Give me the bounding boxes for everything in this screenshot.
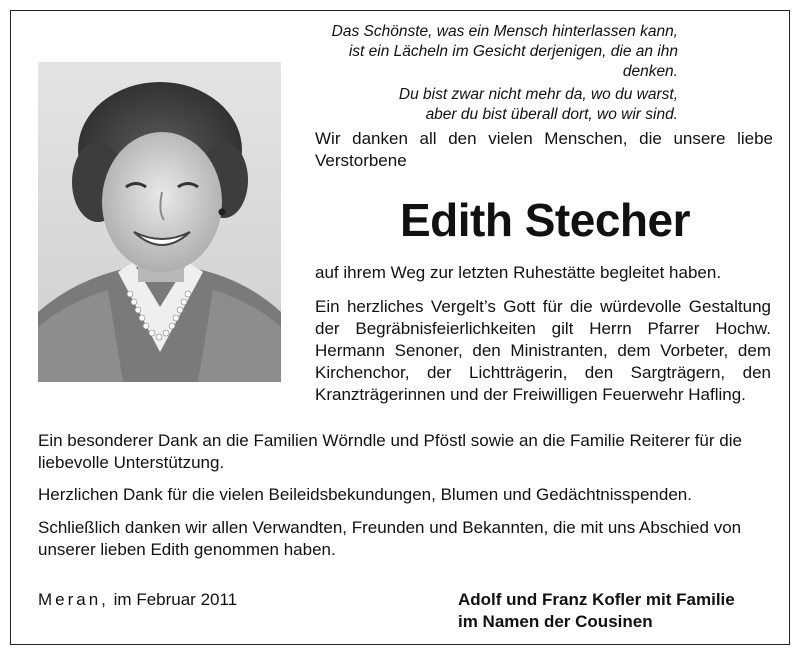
intro-text: Wir danken all den vielen Menschen, die unsere liebe Verstorbene: [315, 129, 773, 170]
deceased-name: Edith Stecher: [399, 194, 690, 246]
thanks-families-paragraph: Ein besonderer Dank an die Familien Wörndle und Pföstl sowie an die Familie Reiterer für die liebevolle Unterstützung.: [38, 431, 742, 472]
place-date-text: im Februar 2011: [113, 590, 238, 609]
thanks-relatives-paragraph: Schließlich danken wir allen Verwandten, Freunden und Bekannten, die mit uns Abschied von unserer lieben Edith genommen haben.: [38, 518, 742, 559]
signature-line: im Namen der Cousinen: [458, 612, 653, 631]
thanks-pastor-paragraph: Ein herzliches Vergelt’s Gott für die würdevolle Gestaltung der Begräbnisfeierlichkeiten gilt Herrn Pfarrer Hochw. Hermann Senoner, den Ministranten, dem Vorbeter, dem Kirchenchor, der Lichtträgerin, den Sargträgern, den Kranzträgerinnen und der Freiwilligen Feuerwehr Hafling.: [315, 297, 771, 404]
signature: [458, 589, 778, 633]
place-city: Meran,: [38, 590, 109, 609]
quote-line: ist ein Lächeln im Gesicht derjenigen, die an ihn denken.: [348, 43, 678, 80]
place-date: [38, 589, 237, 611]
memorial-quote: [300, 22, 678, 125]
signature-line: Adolf und Franz Kofler mit Familie: [458, 590, 735, 609]
quote-line: aber du bist überall dort, wo wir sind.: [425, 106, 678, 123]
quote-line: Das Schönste, was ein Mensch hinterlassen kann,: [331, 23, 678, 40]
portrait-photo-icon: [38, 62, 281, 382]
thanks-condolences-paragraph: Herzlichen Dank für die vielen Beileidsbekundungen, Blumen und Gedächtnisspenden.: [38, 485, 692, 504]
portrait-photo: [38, 62, 281, 382]
quote-line: Du bist zwar nicht mehr da, wo du warst,: [398, 86, 678, 103]
funeral-text: auf ihrem Weg zur letzten Ruhestätte begleitet haben.: [315, 263, 722, 282]
